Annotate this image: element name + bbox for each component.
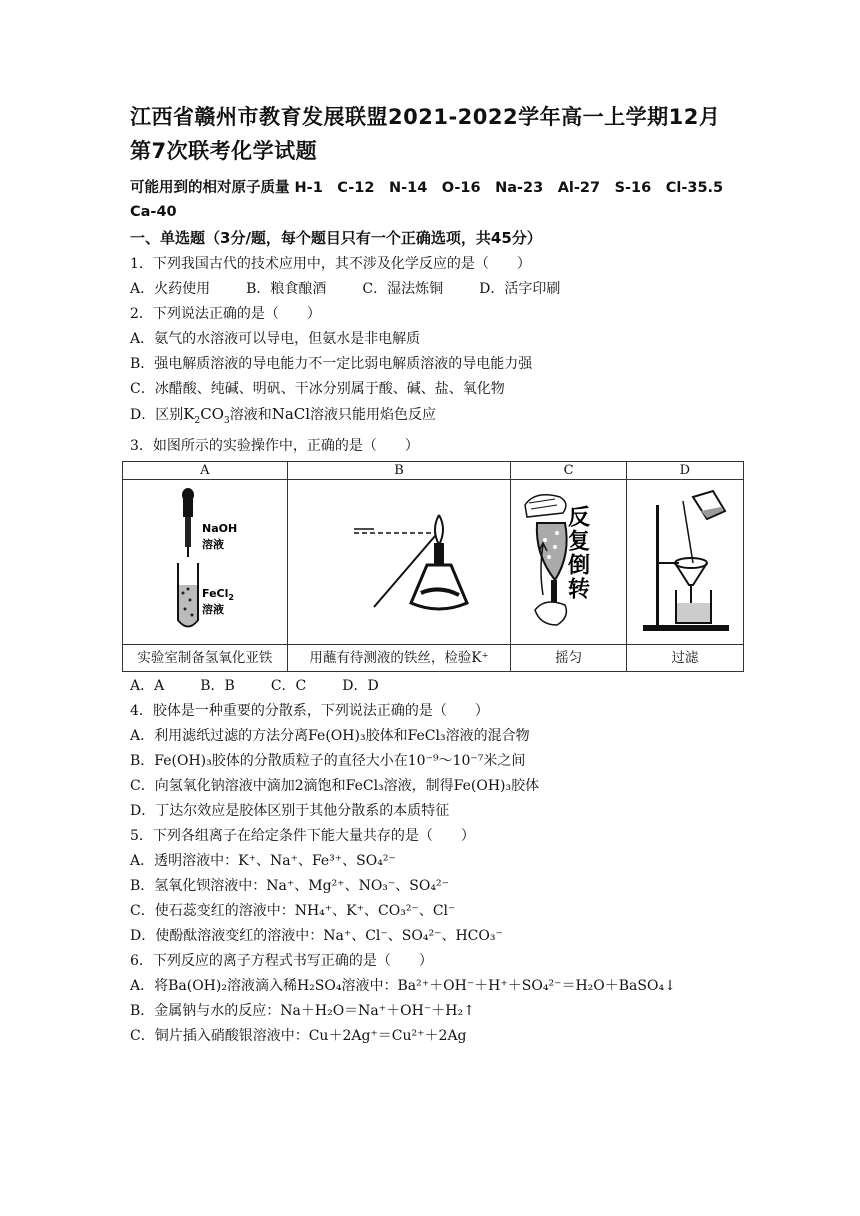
fecl2-solution-label: 溶液 [201, 603, 224, 616]
exam-page [130, 100, 740, 1049]
q1-option-c: C．湿法炼铜 [362, 281, 444, 297]
caption-b: 用蘸有待测液的铁丝，检验K⁺ [287, 645, 511, 672]
q1-option-d: D．活字印刷 [479, 281, 561, 297]
q5-option-d: D．使酚酞溶液变红的溶液中：Na⁺、Cl⁻、SO₄²⁻、HCO₃⁻ [130, 928, 503, 944]
q4-option-b: B．Fe(OH)₃胶体的分散质粒子的直径大小在10⁻⁹～10⁻⁷米之间 [130, 753, 526, 769]
k2co3-formula [183, 405, 230, 426]
k2co3-co: CO [200, 405, 224, 423]
k2co3-k: K [183, 405, 195, 423]
q5-option-a: A．透明溶液中：K⁺、Na⁺、Fe³⁺、SO₄²⁻ [130, 853, 396, 869]
q6-option-b: B．金属钠与水的反应：Na＋H₂O＝Na⁺＋OH⁻＋H₂↑ [130, 1003, 475, 1019]
experiment-table [122, 461, 744, 672]
q2-option-a: A．氨气的水溶液可以导电，但氨水是非电解质 [130, 331, 421, 347]
flame-test-illustration [299, 485, 499, 635]
header-a: A [123, 462, 288, 480]
exam-title: 江西省赣州市教育发展联盟2021-2022学年高一上学期12月第7次联考化学试题 [130, 105, 721, 163]
q1-option-a: A．火药使用 [130, 281, 211, 297]
q6-stem: 6．下列反应的离子方程式书写正确的是（ ） [130, 953, 433, 969]
image-a-dropper-testtube [123, 480, 288, 645]
k2co3-sub2: 3 [223, 416, 230, 426]
q2-d-suffix: 溶液只能用焰色反应 [310, 407, 437, 423]
atomic-masses: 可能用到的相对原子质量 H-1 C-12 N-14 O-16 Na-23 Al-27 S-16 Cl-35.5 Ca-40 [130, 180, 738, 220]
q1-option-b: B．粮食酿酒 [246, 281, 327, 297]
q6-option-c: C．铜片插入硝酸银溶液中：Cu＋2Ag⁺＝Cu²⁺＋2Ag [130, 1028, 467, 1044]
q4-option-c: C．向氢氧化钠溶液中滴加2滴饱和FeCl₃溶液，制得Fe(OH)₃胶体 [130, 778, 540, 794]
q3-option-b: B．B [200, 678, 235, 694]
filtration-illustration [631, 485, 739, 635]
image-b-flame-test [287, 480, 511, 645]
q4-option-d: D．丁达尔效应是胶体区别于其他分散系的本质特征 [130, 803, 450, 819]
q3-options [130, 674, 740, 699]
q1-stem: 1．下列我国古代的技术应用中，其不涉及化学反应的是（ ） [130, 256, 531, 272]
caption-d: 过滤 [626, 645, 743, 672]
naoh-label: NaOH [201, 522, 238, 535]
header-d: D [626, 462, 743, 480]
q2-option-c: C．冰醋酸、纯碱、明矾、干冰分别属于酸、碱、盐、氧化物 [130, 381, 505, 397]
header-c: C [511, 462, 626, 480]
k2co3-sub1: 2 [194, 416, 201, 426]
caption-a: 实验室制备氢氧化亚铁 [123, 645, 288, 672]
naoh-solution-label: 溶液 [201, 538, 224, 551]
image-c-shaking [511, 480, 626, 645]
q2-d-prefix: D．区别 [130, 407, 184, 423]
fecl2-label: FeCl$_2$ [201, 587, 234, 602]
q4-stem: 4．胶体是一种重要的分散系，下列说法正确的是（ ） [130, 703, 489, 719]
q5-stem: 5．下列各组离子在给定条件下能大量共存的是（ ） [130, 828, 475, 844]
q2-d-mid: 溶液和 [229, 407, 272, 423]
q6-option-a: A．将Ba(OH)₂溶液滴入稀H₂SO₄溶液中：Ba²⁺＋OH⁻＋H⁺＋SO₄²⁻＝H₂O＋BaSO₄↓ [130, 978, 676, 994]
q2-option-b: B．强电解质溶液的导电能力不一定比弱电解质溶液的导电能力强 [130, 356, 533, 372]
shake-label: 反复倒转 [564, 505, 590, 601]
q5-option-b: B．氢氧化钡溶液中：Na⁺、Mg²⁺、NO₃⁻、SO₄²⁻ [130, 878, 449, 894]
q5-option-c: C．使石蕊变红的溶液中：NH₄⁺、K⁺、CO₃²⁻、Cl⁻ [130, 903, 456, 919]
separatory-funnel-illustration [515, 485, 623, 635]
caption-c: 摇匀 [511, 645, 626, 672]
header-b: B [287, 462, 511, 480]
q2-stem: 2．下列说法正确的是（ ） [130, 306, 321, 322]
q3-option-d: D．D [342, 678, 379, 694]
q3-option-a: A．A [130, 678, 165, 694]
q2-option-d [130, 402, 740, 434]
section-heading: 一、单选题（3分/题，每个题目只有一个正确选项，共45分） [130, 229, 542, 247]
dropper-testtube-illustration [130, 485, 280, 635]
q1-options [130, 277, 740, 302]
image-d-filtration [626, 480, 743, 645]
q4-option-a: A．利用滤纸过滤的方法分离Fe(OH)₃胶体和FeCl₃溶液的混合物 [130, 728, 530, 744]
q3-option-c: C．C [270, 678, 307, 694]
nacl-formula: NaCl [271, 405, 311, 423]
q3-stem: 3．如图所示的实验操作中，正确的是（ ） [130, 438, 419, 454]
